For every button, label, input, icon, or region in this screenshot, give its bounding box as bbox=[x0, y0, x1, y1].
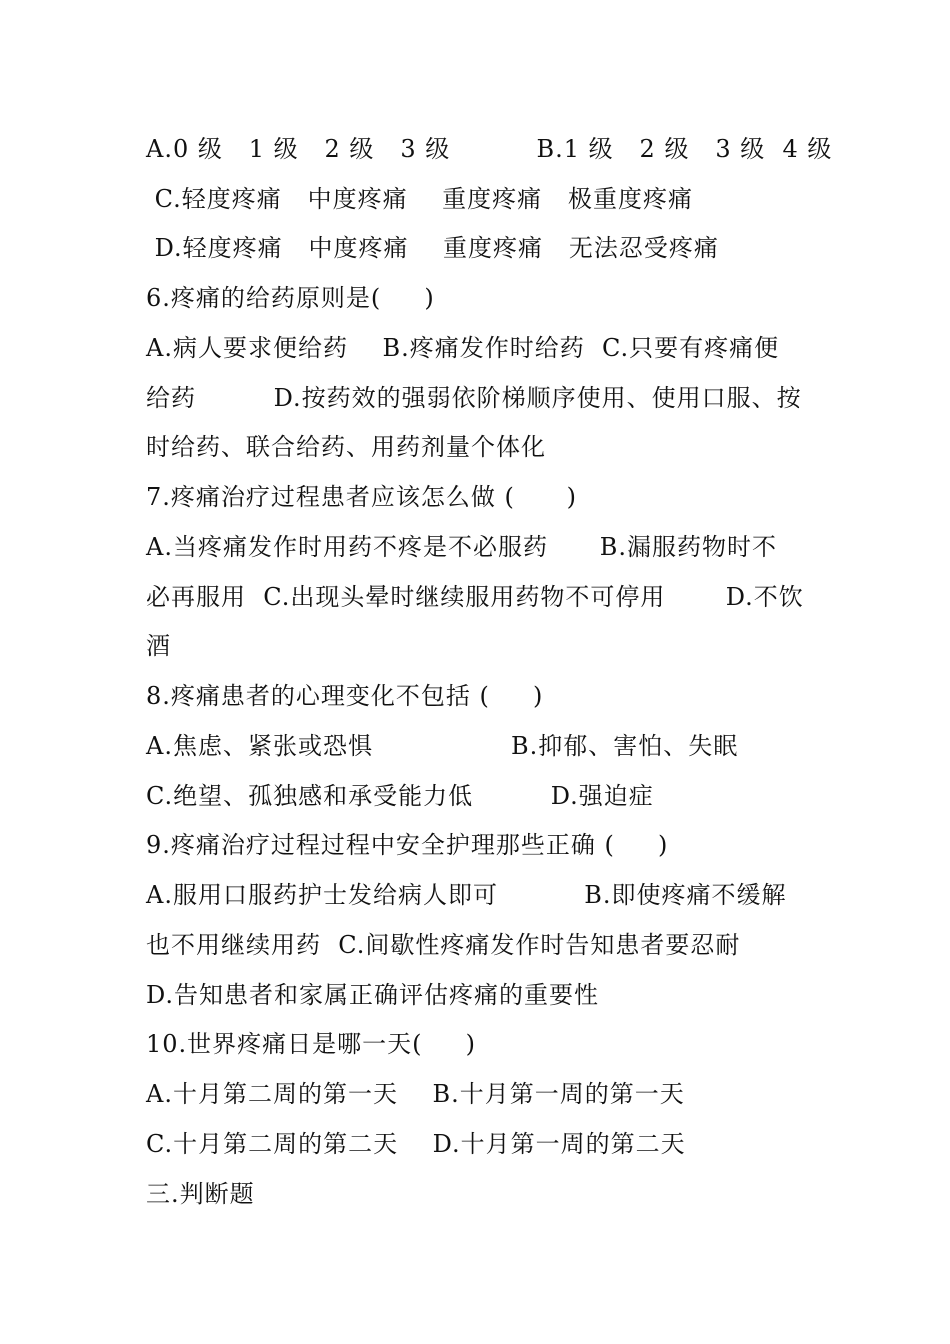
section-heading-true-false: 三.判断题 bbox=[146, 1180, 255, 1208]
q7-options-line-3: 酒 bbox=[146, 632, 171, 660]
q9-options-line-1: A.服用口服药护士发给病人即可 B.即使疼痛不缓解 bbox=[146, 881, 787, 909]
q5-option-d: D.轻度疼痛 中度疼痛 重度疼痛 无法忍受疼痛 bbox=[146, 234, 719, 262]
q6-options-line-2: 给药 D.按药效的强弱依阶梯顺序使用、使用口服、按 bbox=[146, 384, 802, 412]
q5-options-ab: A.0 级 1 级 2 级 3 级 B.1 级 2 级 3 级 4 级 bbox=[146, 135, 833, 163]
q7-options-line-1: A.当疼痛发作时用药不疼是不必服药 B.漏服药物时不 bbox=[146, 533, 777, 561]
q9-options-line-2: 也不用继续用药 C.间歇性疼痛发作时告知患者要忍耐 bbox=[146, 931, 741, 959]
q10-options-ab: A.十月第二周的第一天 B.十月第一周的第一天 bbox=[146, 1080, 685, 1108]
question-7: 7.疼痛治疗过程患者应该怎么做 ( ) bbox=[146, 483, 578, 511]
question-10: 10.世界疼痛日是哪一天( ) bbox=[146, 1030, 477, 1058]
question-8: 8.疼痛患者的心理变化不包括 ( ) bbox=[146, 682, 544, 710]
question-9: 9.疼痛治疗过程过程中安全护理那些正确 ( ) bbox=[146, 831, 669, 859]
q10-options-cd: C.十月第二周的第二天 D.十月第一周的第二天 bbox=[146, 1130, 686, 1158]
q8-options-ab: A.焦虑、紧张或恐惧 B.抑郁、害怕、失眠 bbox=[146, 732, 739, 760]
q5-option-c: C.轻度疼痛 中度疼痛 重度疼痛 极重度疼痛 bbox=[146, 185, 694, 213]
q7-options-line-2: 必再服用 C.出现头晕时继续服用药物不可停用 D.不饮 bbox=[146, 583, 804, 611]
q9-options-line-3: D.告知患者和家属正确评估疼痛的重要性 bbox=[146, 981, 600, 1009]
q6-options-line-3: 时给药、联合给药、用药剂量个体化 bbox=[146, 433, 546, 461]
q8-options-cd: C.绝望、孤独感和承受能力低 D.强迫症 bbox=[146, 782, 654, 810]
question-6: 6.疼痛的给药原则是( ) bbox=[146, 284, 435, 312]
q6-options-line-1: A.病人要求便给药 B.疼痛发作时给药 C.只要有疼痛便 bbox=[146, 334, 780, 362]
